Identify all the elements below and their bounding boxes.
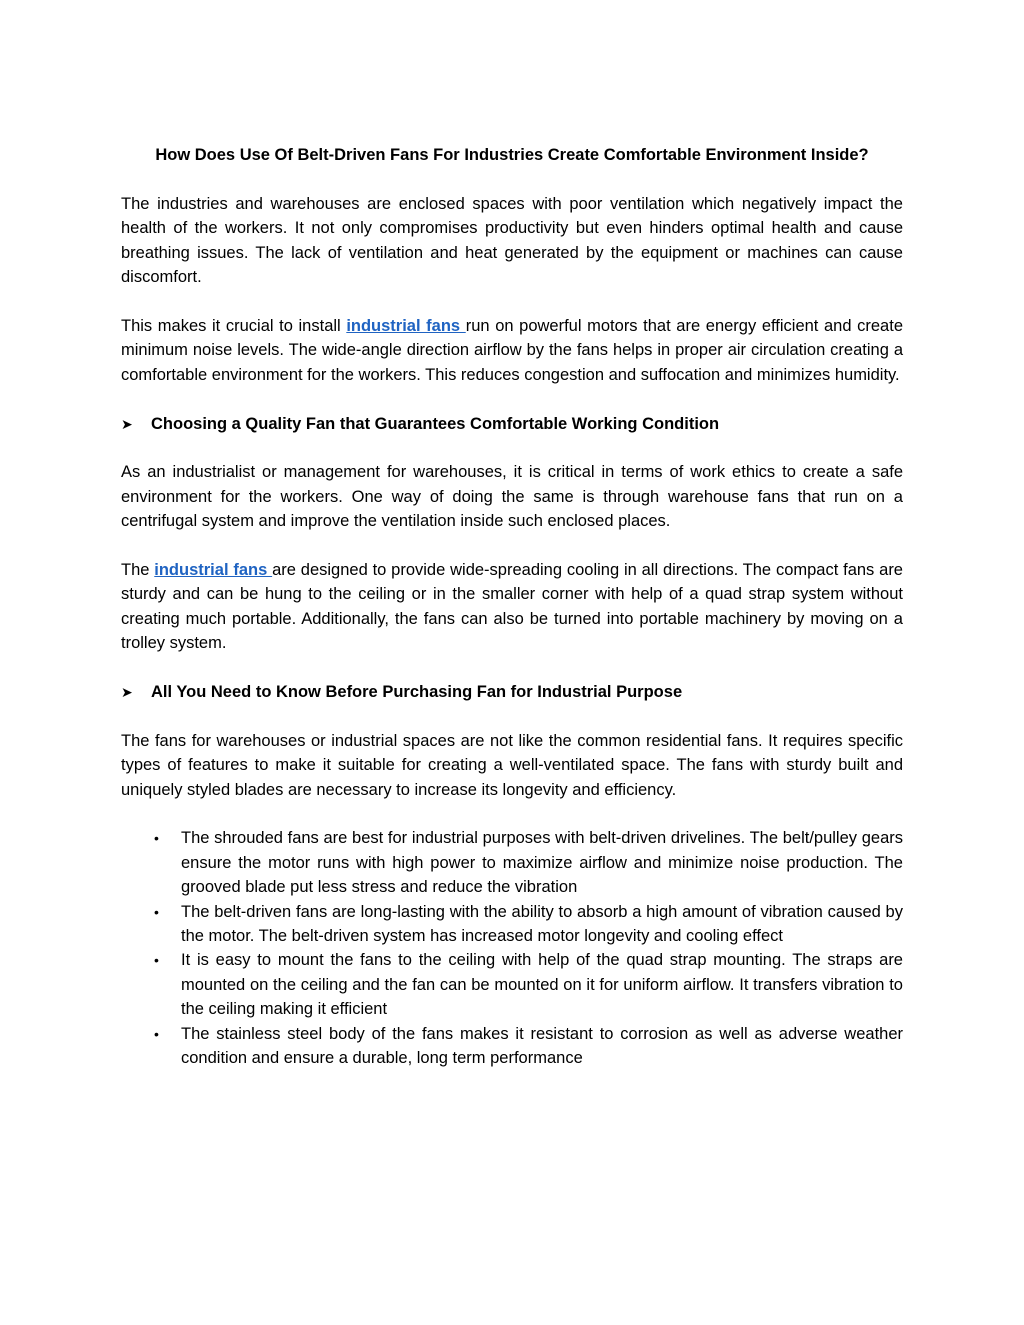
section-heading-purchase-text: All You Need to Know Before Purchasing Fan for Industrial Purpose [151, 683, 683, 702]
install-text-before: This makes it crucial to install [121, 317, 347, 336]
bullet-icon: • [154, 830, 159, 847]
document-title: How Does Use Of Belt-Driven Fans For Industries Create Comfortable Environment Inside? [155, 146, 869, 164]
list-item [121, 948, 903, 1021]
bullet-icon: • [154, 1025, 159, 1042]
list-item [121, 1022, 903, 1071]
industrial-fans-link-2[interactable]: industrial fans [154, 561, 273, 580]
bullet-icon: • [154, 903, 159, 920]
list-item [121, 900, 903, 949]
document-page [121, 143, 903, 1071]
section-heading-quality [121, 412, 903, 436]
designed-paragraph [121, 558, 903, 656]
arrow-right-icon: ➤ [121, 684, 133, 701]
designed-text-after: are designed to provide wide-spreading cooling in all directions. The compact fans are sturdy and can be hung to the ceiling or in the smaller corner with help of a quad strap system without creating much portable. Additionally, the fans can also be turned into portable machinery by moving on a trolley system. [121, 561, 903, 653]
list-item-text: The stainless steel body of the fans makes it resistant to corrosion as well as adverse weather condition and ensure a durable, long term performance [181, 1024, 903, 1068]
arrow-right-icon: ➤ [121, 415, 133, 432]
section-heading-quality-text: Choosing a Quality Fan that Guarantees Comfortable Working Condition [151, 414, 720, 433]
install-paragraph [121, 314, 903, 387]
designed-text-before: The [121, 561, 155, 580]
install-text-after: run on powerful motors that are energy efficient and create minimum noise levels. The wide-angle direction airflow by the fans helps in proper air circulation creating a comfortable environment for the workers. This reduces congestion and suffocation and minimizes humidity. [121, 317, 903, 384]
list-item-text: The belt-driven fans are long-lasting with the ability to absorb a high amount of vibration caused by the motor. The belt-driven system has increased motor longevity and cooling effect [181, 902, 903, 946]
section-heading-purchase [121, 680, 903, 704]
list-item-text: The shrouded fans are best for industrial purposes with belt-driven drivelines. The belt/pulley gears ensure the motor runs with high power to maximize airflow and minimize noise production. The grooved blade put less stress and reduce the vibration [181, 829, 903, 897]
feature-list [121, 826, 903, 1070]
intro-paragraph: The industries and warehouses are enclosed spaces with poor ventilation which negatively impact the health of the workers. It not only compromises productivity but even hinders optimal health and cause breathing issues. The lack of ventilation and heat generated by the equipment or machines can cause discomfort. [121, 195, 903, 287]
industrialist-paragraph: As an industrialist or management for warehouses, it is critical in terms of work ethics to create a safe environment for the workers. One way of doing the same is through warehouse fans that run on a centrifugal system and improve the ventilation inside such enclosed places. [121, 463, 903, 531]
industrial-fans-link[interactable]: industrial fans [346, 317, 466, 336]
list-item-text: It is easy to mount the fans to the ceiling with help of the quad strap mounting. The straps are mounted on the ceiling and the fan can be mounted on it for uniform airflow. It transfers vibration to the ceiling making it efficient [181, 951, 903, 1019]
bullet-icon: • [154, 952, 159, 969]
list-item [121, 826, 903, 899]
residential-paragraph: The fans for warehouses or industrial spaces are not like the common residential fans. It requires specific types of features to make it suitable for creating a well-ventilated space. The fans with sturdy built and uniquely styled blades are necessary to increase its longevity and efficiency. [121, 731, 903, 799]
